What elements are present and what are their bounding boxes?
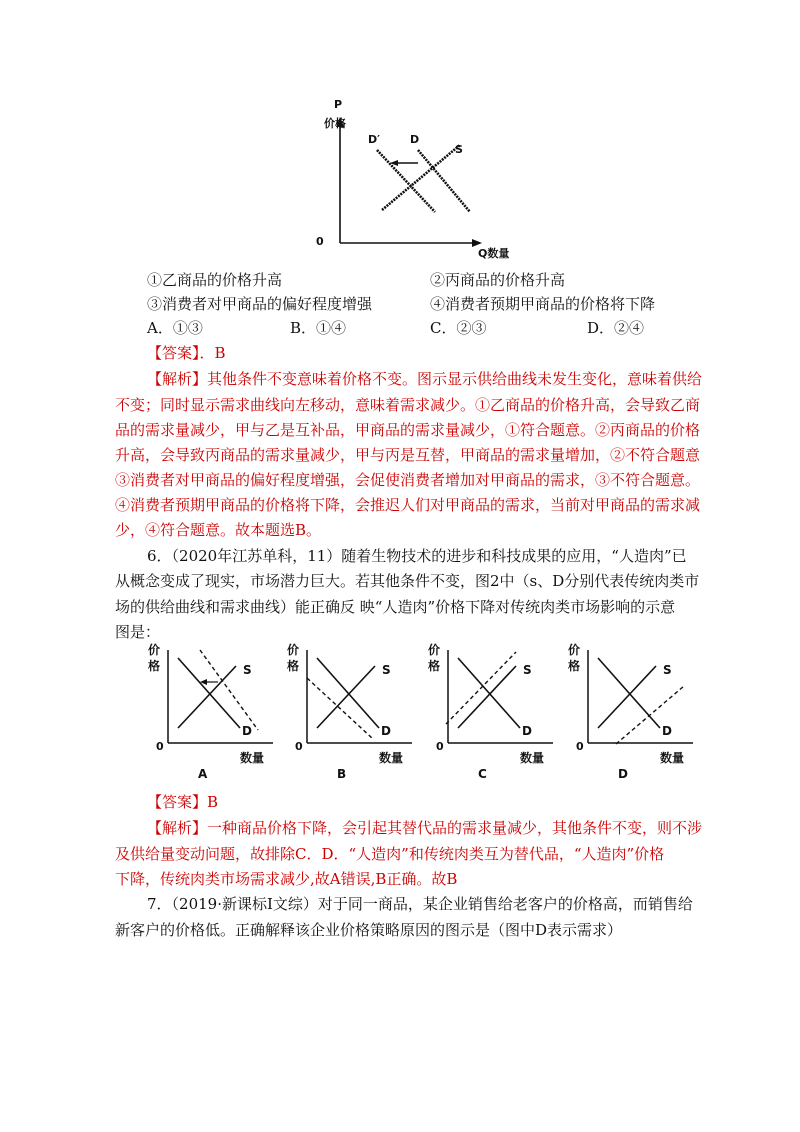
supply-curve <box>317 666 375 728</box>
axis-y-label: 价 <box>568 643 581 657</box>
supply-curve <box>178 666 236 728</box>
graph-caption: C <box>478 767 487 781</box>
axis-price-label: 价格 <box>324 117 346 130</box>
choice-b: B．①④ <box>290 319 347 337</box>
origin-label: 0 <box>295 740 303 753</box>
demand-label: D <box>522 724 532 738</box>
q7-text-line: 7．（2019·新课标Ⅰ文综）对于同一商品，某企业销售给老客户的价格高，而销售给 <box>147 895 693 913</box>
shifted-curve <box>446 652 516 724</box>
supply-curve <box>458 666 516 728</box>
graph-option-c <box>428 640 563 785</box>
demand-shift-figure <box>310 95 510 260</box>
choice-a: A．①③ <box>147 319 203 337</box>
option-2: ②丙商品的价格升高 <box>430 271 566 289</box>
axis-y-label: 价 <box>428 643 441 657</box>
q5-analysis-line: ③消费者对甲商品的偏好程度增强，会促使消费者增加对甲商品的需求，③不符合题意。 <box>115 471 701 489</box>
supply-curve <box>598 666 656 728</box>
choice-c: C．②③ <box>430 319 487 337</box>
q5-answer: 【答案】．B <box>147 344 226 362</box>
axis-y-label: 格 <box>148 659 161 673</box>
graph-option-a <box>148 640 283 785</box>
choice-d: D．②④ <box>587 319 645 337</box>
q5-analysis-line: 品的需求量减少，甲与乙是互补品，甲商品的需求量减少，①符合题意。②丙商品的价格 <box>115 421 701 439</box>
demand-label: D <box>381 724 391 738</box>
demand-label: D <box>662 724 672 738</box>
axis-y-label: 价 <box>148 643 161 657</box>
q5-analysis-line: 少，④符合题意。故本题选B。 <box>115 521 322 539</box>
axis-q-label: Q数量 <box>478 247 510 260</box>
graph-option-b <box>287 640 422 785</box>
q6-text-line: 6．（2020年江苏单科，11）随着生物技术的进步和科技成果的应用，“人造肉”已 <box>147 547 687 565</box>
shifted-curve <box>200 650 258 730</box>
graph-caption: A <box>198 767 208 781</box>
supply-label: S <box>663 663 672 677</box>
graph-option-d <box>568 640 703 785</box>
q6-analysis-line: 【解析】一种商品价格下降，会引起其替代品的需求量减少，其他条件不变，则不涉 <box>147 819 703 837</box>
q6-text-line: 从概念变成了现实，市场潜力巨大。若其他条件不变，图2中（s、D分别代表传统肉类市 <box>115 572 700 590</box>
option-4: ④消费者预期甲商品的价格将下降 <box>430 295 656 313</box>
option-3: ③消费者对甲商品的偏好程度增强 <box>147 295 373 313</box>
q6-answer: 【答案】B <box>147 793 219 811</box>
origin-label: 0 <box>316 235 324 248</box>
q5-analysis-line: 不变；同时显示需求曲线向左移动，意味着需求减少。①乙商品的价格升高，会导致乙商 <box>115 396 701 414</box>
axis-y-label: 格 <box>287 659 300 673</box>
q6-text-line: 场的供给曲线和需求曲线）能正确反 映“人造肉”价格下降对传统肉类市场影响的示意 <box>115 598 676 616</box>
q6-text-line: 图是： <box>115 623 161 641</box>
curve-dprime-label: D′ <box>368 133 381 146</box>
curve-s-label: S <box>455 143 463 156</box>
shifted-curve <box>616 686 684 744</box>
axis-x-label: 数量 <box>660 751 685 765</box>
option-1: ①乙商品的价格升高 <box>147 271 283 289</box>
q6-analysis-line: 下降，传统肉类市场需求减少,故A错误,B正确。故B <box>115 870 458 888</box>
axis-x-label: 数量 <box>240 751 265 765</box>
curve-d-label: D <box>410 133 420 146</box>
supply-label: S <box>243 663 252 677</box>
supply-label: S <box>523 663 532 677</box>
axis-y-label: 价 <box>287 643 300 657</box>
origin-label: 0 <box>576 740 584 753</box>
q5-analysis-line: ④消费者预期甲商品的价格将下降，会推迟人们对甲商品的需求，当前对甲商品的需求减 <box>115 496 701 514</box>
axis-p-label: P <box>334 98 343 111</box>
q7-text-line: 新客户的价格低。正确解释该企业价格策略原因的图示是（图中D表示需求） <box>115 921 623 939</box>
axis-y-label: 格 <box>428 659 441 673</box>
origin-label: 0 <box>436 740 444 753</box>
graph-caption: D <box>618 767 628 781</box>
q5-analysis-line: 【解析】其他条件不变意味着价格不变。图示显示供给曲线未发生变化，意味着供给 <box>147 370 703 388</box>
axis-x-label: 数量 <box>379 751 404 765</box>
graph-caption: B <box>337 767 347 781</box>
origin-label: 0 <box>156 740 164 753</box>
supply-label: S <box>382 663 391 677</box>
q5-analysis-line: 升高，会导致丙商品的需求量减少，甲与丙是互替，甲商品的需求量增加，②不符合题意 <box>115 446 701 464</box>
q6-analysis-line: 及供给量变动问题，故排除C．D．“人造肉”和传统肉类互为替代品，“人造肉”价格 <box>115 845 665 863</box>
axis-x-label: 数量 <box>520 751 545 765</box>
axis-y-label: 格 <box>568 659 581 673</box>
demand-label: D <box>242 724 252 738</box>
